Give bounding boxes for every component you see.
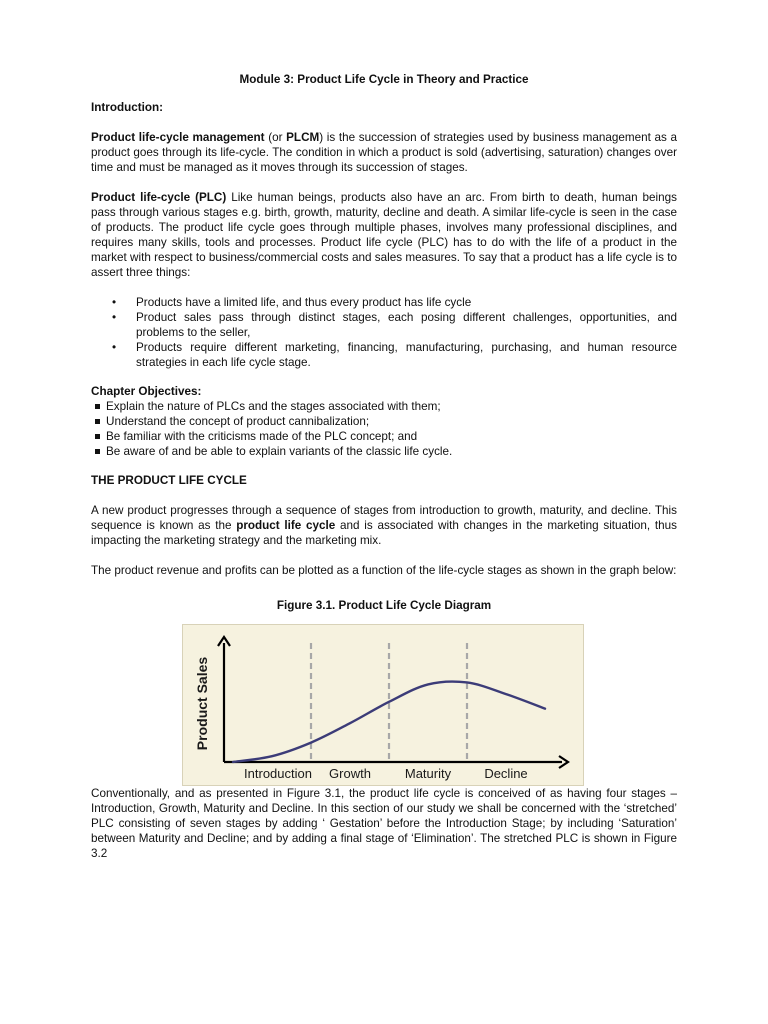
plc-chart-svg	[183, 625, 583, 785]
plotted-paragraph: The product revenue and profits can be plotted as a function of the life-cycle stages as shown in the graph below:	[91, 564, 677, 577]
plcm-term: Product life-cycle management	[91, 131, 265, 144]
list-item: Be aware of and be able to explain variants of the classic life cycle.	[106, 444, 677, 459]
plcm-mid: (or	[264, 131, 287, 144]
stage-label: Growth	[329, 766, 371, 781]
plc-term: Product life-cycle (PLC)	[91, 191, 227, 204]
document-page	[91, 72, 677, 876]
list-item: Explain the nature of PLCs and the stages associated with them;	[106, 399, 677, 414]
list-item: • Products require different marketing, financing, manufacturing, purchasing, and human resource strategies in each life cycle stage.	[136, 340, 677, 370]
plcm-abbr: PLCM	[286, 131, 320, 144]
assertion-list	[91, 295, 677, 370]
sequence-term: product life cycle	[236, 519, 336, 532]
list-item: • Products have a limited life, and thus every product has life cycle	[136, 295, 677, 310]
list-item: • Product sales pass through distinct stages, each posing different challenges, opportunities, and problems to the seller,	[136, 310, 677, 340]
sequence-after: and is associated with changes in the marketing situation, thus impacting the marketing strategy and the marketing mix.	[91, 519, 677, 547]
y-axis-label: Product Sales	[194, 656, 210, 751]
objectives-list	[91, 399, 677, 459]
stage-label: Introduction	[244, 766, 312, 781]
plcm-paragraph	[91, 130, 677, 175]
figure-caption: Figure 3.1. Product Life Cycle Diagram	[276, 599, 492, 612]
list-item: Be familiar with the criticisms made of the PLC concept; and	[106, 429, 677, 444]
introduction-heading: Introduction:	[91, 101, 164, 114]
list-item: Understand the concept of product cannibalization;	[106, 414, 677, 429]
document-title: Module 3: Product Life Cycle in Theory and Practice	[239, 73, 529, 86]
stage-label: Maturity	[404, 766, 452, 781]
plc-section-heading: THE PRODUCT LIFE CYCLE	[91, 474, 247, 487]
sequence-before: A new product progresses through a sequence of stages from introduction to growth, maturity, and decline. This sequence is known as the	[91, 504, 677, 532]
objectives-heading: Chapter Objectives:	[91, 385, 202, 398]
stage-label: Decline	[484, 766, 528, 781]
plc-paragraph	[91, 190, 677, 280]
plc-text: Like human beings, products also have an arc. From birth to death, human beings pass through various stages e.g. birth, growth, maturity, decline and death. A similar life-cycle is seen in the case of products. The product life cycle goes through multiple phases, involves many professional disciplines, and requires many skills, tools and processes. Product life cycle (PLC) has to do with the life of a product in the market with respect to business/commercial costs and sales measures. To say that a product has a life cycle is to assert three things:	[91, 191, 677, 279]
closing-paragraph: Conventionally, and as presented in Figure 3.1, the product life cycle is conceived of as having four stages – Introduction, Growth, Maturity and Decline. In this section of our study we shall be concerned with the ‘stretched’ PLC consisting of seven stages by adding ‘ Gestation’ before the Introduction Stage; by including ‘Saturation’ between Maturity and Decline; and by adding a final stage of ‘Elimination’. The stretched PLC is shown in Figure 3.2	[91, 787, 677, 860]
plc-chart	[182, 624, 584, 786]
plcm-text: ) is the succession of strategies used by business management as a product goes through its life-cycle. The condition in which a product is sold (advertising, saturation) changes over time and must be managed as it moves through its succession of stages.	[91, 131, 677, 174]
sequence-paragraph	[91, 503, 677, 548]
